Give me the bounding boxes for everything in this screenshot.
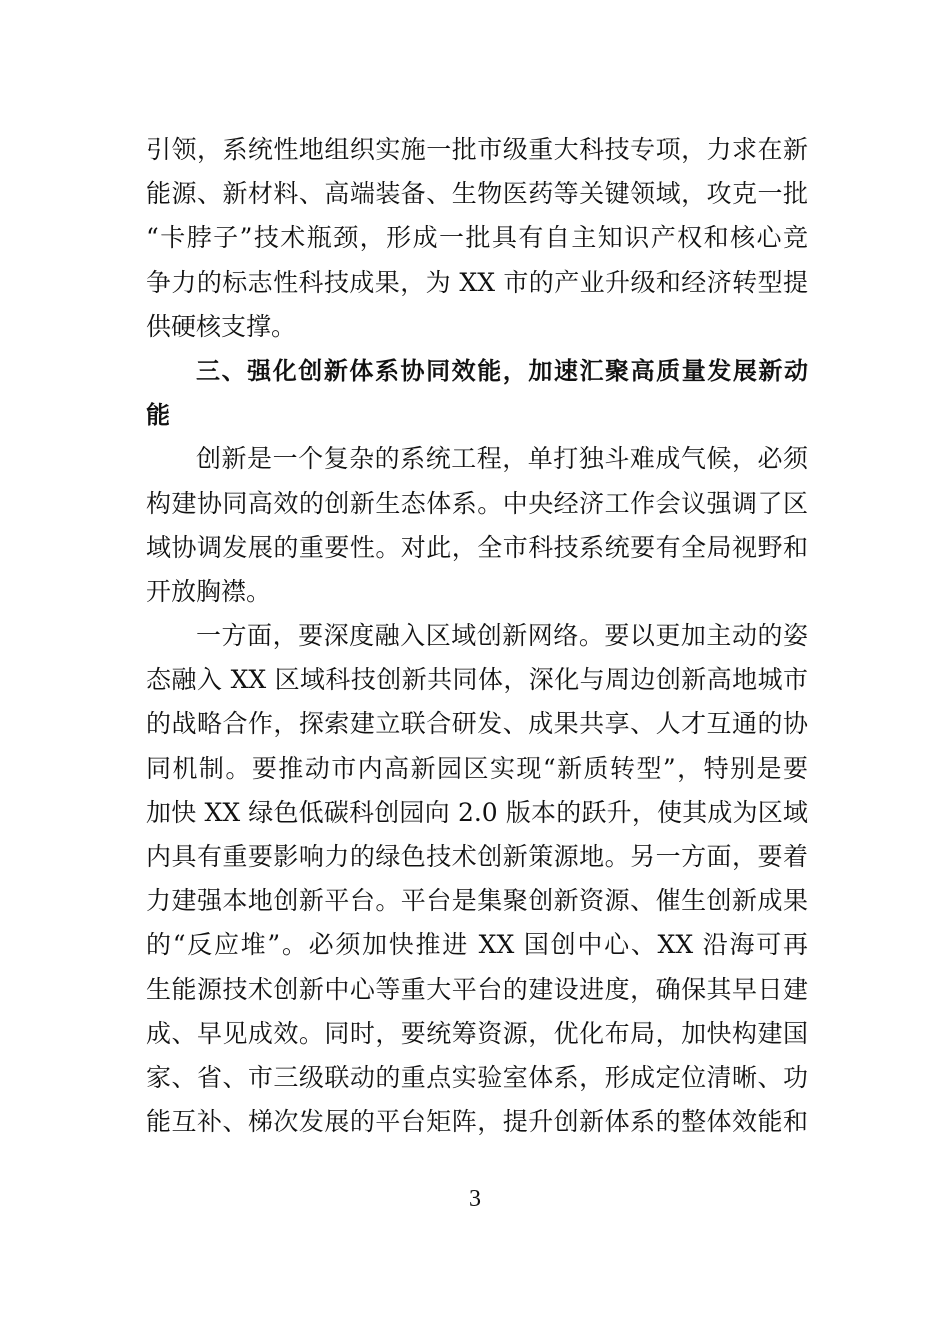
paragraph-line: 的战略合作，探索建立联合研发、成果共享、人才互通的协 [146, 709, 808, 739]
paragraph-line: 能互补、梯次发展的平台矩阵，提升创新体系的整体效能和 [146, 1107, 808, 1137]
paragraph-line: 能源、新材料、高端装备、生物医药等关键领域，攻克一批 [146, 179, 808, 209]
paragraph-line: 供硬核支撑。 [146, 311, 297, 341]
paragraph-line: 生能源技术创新中心等重大平台的建设进度，确保其早日建 [146, 974, 808, 1004]
paragraph-line: 开放胸襟。 [146, 576, 272, 606]
paragraph-line: 内具有重要影响力的绿色技术创新策源地。另一方面，要着 [146, 842, 808, 871]
page-number: 3 [469, 1186, 481, 1212]
document-body [146, 128, 808, 1144]
paragraph-line: 创新是一个复杂的系统工程，单打独斗难成气候，必须 [196, 444, 808, 474]
section-heading-line: 能 [146, 401, 170, 430]
paragraph-line: 态融入 XX 区域科技创新共同体，深化与周边创新高地城市 [146, 665, 808, 695]
paragraph-line: 域协调发展的重要性。对此，全市科技系统要有全局视野和 [146, 532, 808, 562]
paragraph-line: “卡脖子”技术瓶颈，形成一批具有自主知识产权和核心竞 [146, 223, 808, 253]
paragraph-line: 一方面，要深度融入区域创新网络。要以更加主动的姿 [196, 621, 808, 651]
paragraph-line: 同机制。要推动市内高新园区实现“新质转型”，特别是要 [146, 753, 808, 783]
paragraph-line: 的“反应堆”。必须加快推进 XX 国创中心、XX 沿海可再 [146, 930, 808, 960]
paragraph-line: 构建协同高效的创新生态体系。中央经济工作会议强调了区 [146, 488, 808, 518]
paragraph-line: 争力的标志性科技成果，为 XX 市的产业升级和经济转型提 [146, 267, 808, 297]
paragraph-line: 力建强本地创新平台。平台是集聚创新资源、催生创新成果 [146, 886, 808, 916]
section-heading-line: 三、强化创新体系协同效能，加速汇聚高质量发展新动 [196, 356, 808, 385]
paragraph-line: 成、早见成效。同时，要统筹资源，优化布局，加快构建国 [146, 1018, 808, 1048]
paragraph-line: 引领，系统性地组织实施一批市级重大科技专项，力求在新 [146, 135, 808, 164]
paragraph-line: 家、省、市三级联动的重点实验室体系，形成定位清晰、功 [146, 1062, 808, 1092]
paragraph-line: 加快 XX 绿色低碳科创园向 2.0 版本的跃升，使其成为区域 [146, 797, 808, 827]
